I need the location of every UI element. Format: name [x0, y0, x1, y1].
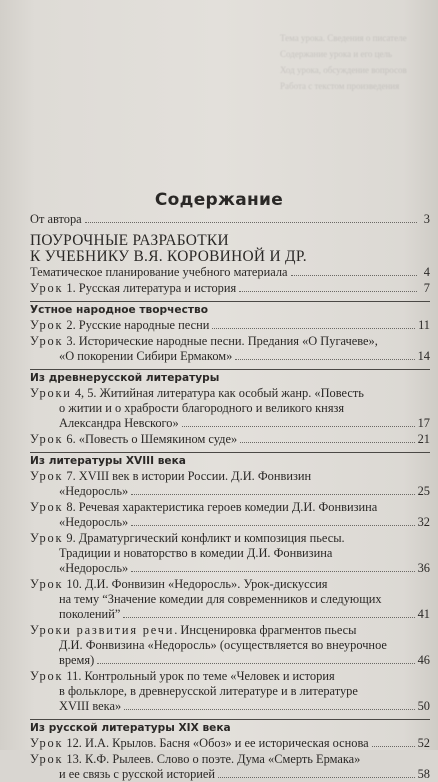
toc-entry[interactable]: Урок 13. К.Ф. Рылеев. Слово о поэте. Дума «Смерть Ермака» и ее связь с русской историей 58: [30, 752, 430, 781]
lesson-label: Урок: [30, 669, 64, 683]
lesson-label: Урок: [30, 577, 64, 591]
page-number: 46: [417, 653, 430, 667]
page-number: 36: [417, 561, 430, 575]
toc-entry[interactable]: Тематическое планирование учебного материала 4: [30, 265, 430, 279]
table-of-contents: [30, 211, 430, 782]
leader-dots: [85, 222, 417, 223]
leader-dots: [131, 571, 414, 572]
page-number: 58: [417, 767, 430, 781]
page-number: 14: [417, 349, 430, 363]
bleed-through-text: Тема урока. Сведения о писателе Содержание урока и его цель Ход урока, обсуждение вопросов Работа с текстом произведения: [280, 33, 407, 91]
toc-entry[interactable]: Урок 9. Драматургический конфликт и композиция пьесы. Традиции и новаторство в комедии Д.И. Фонвизина «Недоросль» 36: [30, 531, 430, 575]
page-number: 3: [423, 212, 430, 226]
toc-entry[interactable]: Урок 2. Русские народные песни 11: [30, 318, 430, 332]
lesson-label: Урок: [30, 531, 64, 545]
leader-dots: [123, 617, 414, 618]
lesson-label: Урок: [30, 736, 64, 750]
toc-entry[interactable]: Урок 8. Речевая характеристика героев комедии Д.И. Фонвизина «Недоросль» 32: [30, 500, 430, 529]
leader-dots: [131, 494, 414, 495]
page-number: 32: [417, 515, 430, 529]
lesson-label: Урок: [30, 318, 64, 332]
toc-entry[interactable]: Урок 11. Контрольный урок по теме «Человек и история в фольклоре, в древнерусской литературе и в литературе XVIII века» 50: [30, 669, 430, 713]
page-title: Содержание: [154, 190, 284, 210]
leader-dots: [182, 426, 415, 427]
page-number: 7: [423, 281, 430, 295]
lesson-label: Урок: [30, 334, 64, 348]
toc-entry[interactable]: Урок 3. Исторические народные песни. Предания «О Пугачеве», «О покорении Сибири Ермаком» 14: [30, 334, 430, 363]
page-number: 25: [417, 484, 430, 498]
leader-dots: [239, 291, 417, 292]
leader-dots: [235, 359, 414, 360]
toc-entry[interactable]: От автора 3: [30, 212, 430, 226]
section-heading: Из литературы XVIII века: [30, 452, 430, 468]
section-heading: Из русской литературы XIX века: [30, 719, 430, 735]
toc-entry[interactable]: Урок 7. XVIII век в истории России. Д.И. Фонвизин «Недоросль» 25: [30, 469, 430, 498]
lesson-label: Урок: [30, 500, 64, 514]
lesson-label: Урок: [30, 281, 64, 295]
page-number: 21: [417, 432, 430, 446]
page-number: 52: [417, 736, 430, 750]
leader-dots: [97, 663, 414, 664]
leader-dots: [124, 709, 414, 710]
lesson-label: Урок: [30, 752, 64, 766]
part-heading: ПОУРОЧНЫЕ РАЗРАБОТКИ: [30, 232, 229, 249]
leader-dots: [291, 275, 417, 276]
toc-entry[interactable]: Урок 12. И.А. Крылов. Басня «Обоз» и ее историческая основа 52: [30, 736, 430, 750]
page-number: 17: [417, 416, 430, 430]
page-number: 4: [423, 265, 430, 279]
part-heading: К УЧЕБНИКУ В.Я. КОРОВИНОЙ И ДР.: [30, 247, 307, 265]
lesson-label: Урок: [30, 432, 64, 446]
leader-dots: [372, 746, 415, 747]
page-number: 41: [417, 607, 430, 621]
leader-dots: [218, 777, 415, 778]
section-heading: Устное народное творчество: [30, 301, 430, 317]
leader-dots: [212, 328, 415, 329]
toc-entry[interactable]: Уроки 4, 5. Житийная литература как особый жанр. «Повесть о житии и о храбрости благородного и великого князя Александра Невского» 17: [30, 386, 430, 430]
page-number: 11: [418, 318, 430, 332]
toc-entry[interactable]: Уроки развития речи. Инсценировка фрагментов пьесы Д.И. Фонвизина «Недоросль» (осуществляется во внеурочное время) 46: [30, 623, 430, 667]
toc-entry[interactable]: Урок 10. Д.И. Фонвизин «Недоросль». Урок-дискуссия на тему “Значение комедии для современников и следующих поколений” 41: [30, 577, 430, 621]
section-heading: Из древнерусской литературы: [30, 369, 430, 385]
lesson-label: Урок: [30, 469, 64, 483]
lesson-label: Уроки: [30, 386, 72, 400]
lesson-label: Уроки развития речи: [30, 623, 175, 637]
toc-entry[interactable]: Урок 6. «Повесть о Шемякином суде» 21: [30, 432, 430, 446]
page-number: 50: [417, 699, 430, 713]
leader-dots: [131, 525, 414, 526]
toc-entry[interactable]: Урок 1. Русская литература и история 7: [30, 281, 430, 295]
leader-dots: [240, 442, 414, 443]
